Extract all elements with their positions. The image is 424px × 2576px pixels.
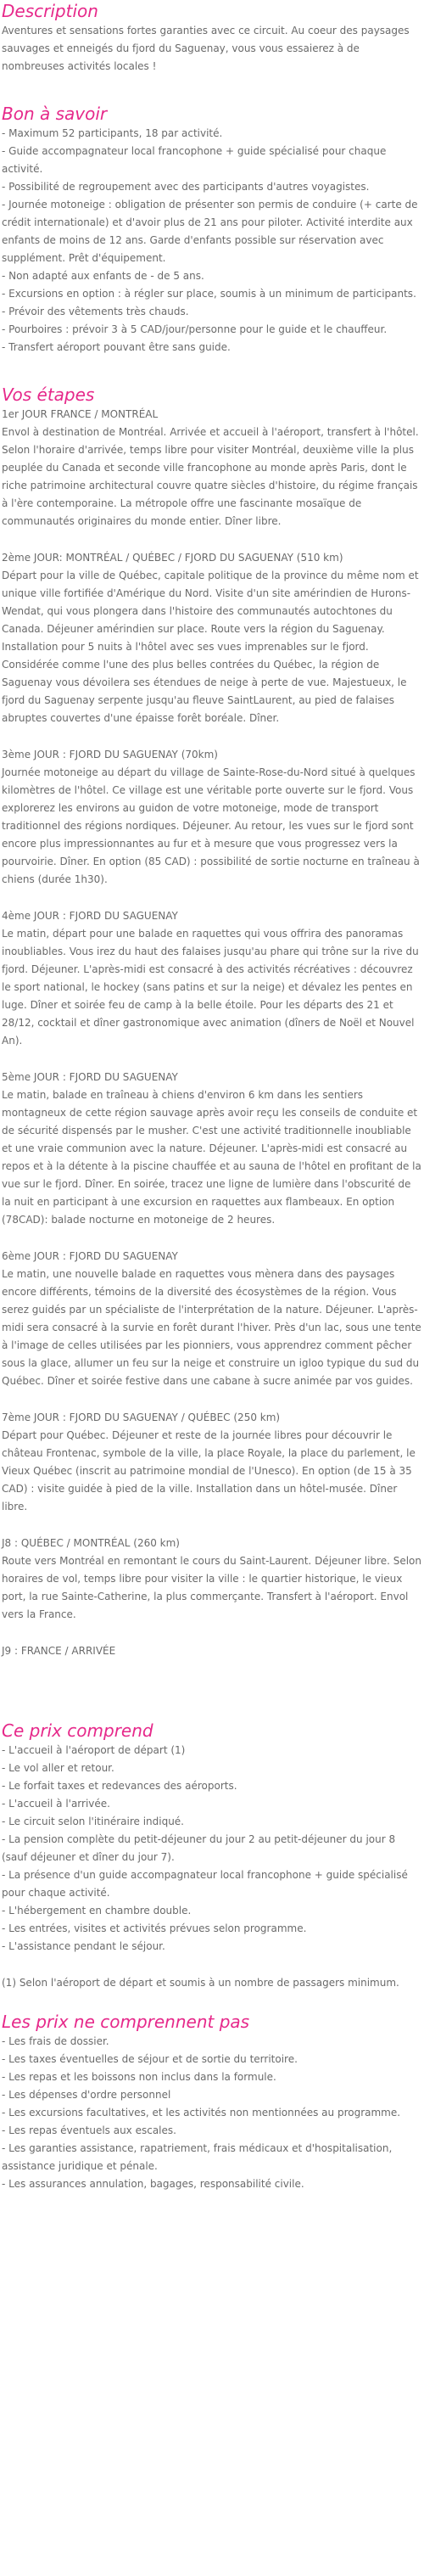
list-item: - Les frais de dossier. bbox=[2, 2035, 109, 2047]
day-text: Le matin, balade en traîneau à chiens d'environ 6 km dans les sentiers montagneux de cette région sauvage après avoir reçu les conseils de conduite et de sécurité dispensés par le musher. C'est une activité traditionnelle inoubliable et une vraie communion avec la nature. Déjeuner. L'après-midi est consacré au repos et à la détente à la piscine chauffée et au sauna de l'hôtel en profitant de la vue sur le fjord. Dîner. En soirée, tracez une ligne de lumière dans l'obscurité de la nuit en participant à une excursion en raquettes aux flambeaux. En option (78CAD): balade nocturne en motoneige de 2 heures. bbox=[2, 1089, 421, 1226]
day-heading: 4ème JOUR : FJORD DU SAGUENAY bbox=[2, 910, 178, 922]
list-item: - L'accueil à l'aéroport de départ (1) bbox=[2, 1744, 186, 1756]
bon-a-savoir-list bbox=[2, 125, 422, 356]
day-heading: 2ème JOUR: MONTRÉAL / QUÉBEC / FJORD DU SAGUENAY (510 km) bbox=[2, 552, 343, 564]
bon-a-savoir-title: Bon à savoir bbox=[2, 104, 108, 124]
bon-a-savoir-section bbox=[2, 103, 422, 356]
day-block bbox=[2, 1069, 422, 1229]
list-item: - Les entrées, visites et activités prévues selon programme. bbox=[2, 1922, 307, 1934]
list-item: - Transfert aéroport pouvant être sans guide. bbox=[2, 341, 231, 353]
list-item: - L'hébergement en chambre double. bbox=[2, 1905, 192, 1917]
list-item: - La pension complète du petit-déjeuner du jour 2 au petit-déjeuner du jour 8 (sauf déjeuner et dîner du jour 7). bbox=[2, 1833, 396, 1863]
list-item: - Prévoir des vêtements très chauds. bbox=[2, 306, 189, 317]
day-text: Départ pour Québec. Déjeuner et reste de la journée libres pour découvrir le château Frontenac, symbole de la ville, la place Royale, la place du parlement, le Vieux Québec (inscrit au patrimoine mondial de l'Unesco). En option (de 15 à 35 CAD) : visite guidée à pied de la ville. Installation dans un hôtel-musée. Dîner libre. bbox=[2, 1429, 416, 1512]
list-item: - Les assurances annulation, bagages, responsabilité civile. bbox=[2, 2178, 304, 2190]
day-block bbox=[2, 406, 422, 530]
day-text: Envol à destination de Montréal. Arrivée et accueil à l'aéroport, transfert à l'hôtel. Selon l'horaire d'arrivée, temps libre pour visiter Montréal, deuxième ville la plus peuplée du Canada et seconde ville francophone au monde après Paris, dont le riche patrimoine architectural couvre quatre siècles d'histoire, du régime français à l'ère contemporaine. La métropole offre une fascinante mosaïque de communautés originaires du monde entier. Dîner libre. bbox=[2, 426, 419, 527]
day-block bbox=[2, 549, 422, 727]
list-item: - La présence d'un guide accompagnateur local francophone + guide spécialisé pour chaque activité. bbox=[2, 1869, 408, 1899]
day-text: Route vers Montréal en remontant le cours du Saint-Laurent. Déjeuner libre. Selon horaires de vol, temps libre pour visiter la ville : le quartier historique, le vieux port, la rue Sainte-Catherine, la plus commerçante. Transfert à l'aéroport. Envol vers la France. bbox=[2, 1555, 421, 1620]
day-heading: 3ème JOUR : FJORD DU SAGUENAY (70km) bbox=[2, 749, 218, 760]
list-item: - Pourboires : prévoir 3 à 5 CAD/jour/personne pour le guide et le chauffeur. bbox=[2, 323, 388, 335]
list-item: - Le circuit selon l'itinéraire indiqué. bbox=[2, 1816, 184, 1827]
list-item: - Maximum 52 participants, 18 par activité. bbox=[2, 127, 223, 139]
list-item: - Possibilité de regroupement avec des participants d'autres voyagistes. bbox=[2, 181, 370, 193]
list-item: - Les taxes éventuelles de séjour et de sortie du territoire. bbox=[2, 2053, 298, 2065]
prix-comprend-title: Ce prix comprend bbox=[2, 1720, 153, 1741]
prix-exclut-section bbox=[2, 2011, 422, 2193]
list-item: - Les garanties assistance, rapatriement, frais médicaux et d'hospitalisation, assistance juridique et pénale. bbox=[2, 2142, 393, 2172]
day-block bbox=[2, 1409, 422, 1516]
list-item: - Journée motoneige : obligation de présenter son permis de conduire (+ carte de crédit internationale) et d'avoir plus de 21 ans pour piloter. Activité interdite aux enfants de moins de 12 ans. Garde d'enfants possible sur réservation avec supplément. Prêt d'équipement. bbox=[2, 199, 418, 264]
day-text: Journée motoneige au départ du village de Sainte-Rose-du-Nord situé à quelques kilomètres de l'hôtel. Ce village est une véritable porte ouverte sur le fjord. Vous explorerez les environs au guidon de votre motoneige, mode de transport traditionnel des régions nordiques. Déjeuner. Au retour, les vues sur le fjord sont encore plus impressionnantes au fur et à mesure que vous progressez vers la pourvoirie. Dîner. En option (85 CAD) : possibilité de sortie nocturne en traîneau à chiens (durée 1h30). bbox=[2, 766, 420, 885]
prix-comprend-list bbox=[2, 1742, 422, 1956]
list-item: - L'assistance pendant le séjour. bbox=[2, 1940, 165, 1952]
day-heading: J8 : QUÉBEC / MONTRÉAL (260 km) bbox=[2, 1537, 180, 1549]
list-item: - Les repas et les boissons non inclus dans la formule. bbox=[2, 2071, 276, 2083]
prix-comprend-section bbox=[2, 1720, 422, 1992]
list-item: - Le vol aller et retour. bbox=[2, 1762, 114, 1774]
prix-exclut-list bbox=[2, 2033, 422, 2193]
prix-exclut-title: Les prix ne comprennent pas bbox=[2, 2012, 250, 2032]
list-item: - Les dépenses d'ordre personnel bbox=[2, 2089, 171, 2101]
list-item: - Les excursions facultatives, et les activités non mentionnées au programme. bbox=[2, 2107, 401, 2119]
list-item: - Les repas éventuels aux escales. bbox=[2, 2124, 176, 2136]
day-block bbox=[2, 907, 422, 1050]
description-title: Description bbox=[2, 1, 98, 21]
day-text: Le matin, une nouvelle balade en raquettes vous mènera dans des paysages encore différents, témoins de la diversité des écosystèmes de la région. Vous serez guidés par un spécialiste de l'interprétation de la nature. Déjeuner. L'après-midi sera consacré à la survie en forêt durant l'hiver. Près d'un lac, sous une tente à l'image de celles utilisées par les pionniers, vous apprendrez comment pêcher sous la glace, allumer un feu sur la neige et construire un igloo typique du sud du Québec. Dîner et soirée festive dans une cabane à sucre animée par vos guides. bbox=[2, 1268, 421, 1387]
day-block bbox=[2, 1642, 422, 1660]
list-item: - L'accueil à l'arrivée. bbox=[2, 1798, 110, 1810]
list-item: - Non adapté aux enfants de - de 5 ans. bbox=[2, 270, 204, 282]
day-block bbox=[2, 1535, 422, 1624]
list-item: - Excursions en option : à régler sur place, soumis à un minimum de participants. bbox=[2, 288, 416, 300]
description-text: Aventures et sensations fortes garanties avec ce circuit. Au coeur des paysages sauvages et enneigés du fjord du Saguenay, vous vous essaierez à de nombreuses activités locales ! bbox=[2, 25, 410, 72]
day-heading: 6ème JOUR : FJORD DU SAGUENAY bbox=[2, 1250, 178, 1262]
prix-comprend-note: (1) Selon l'aéroport de départ et soumis à un nombre de passagers minimum. bbox=[2, 1977, 399, 1989]
day-heading: J9 : FRANCE / ARRIVÉE bbox=[2, 1645, 116, 1657]
list-item: - Guide accompagnateur local francophone + guide spécialisé pour chaque activité. bbox=[2, 145, 387, 175]
list-item: - Le forfait taxes et redevances des aéroports. bbox=[2, 1780, 237, 1792]
etapes-section bbox=[2, 384, 422, 1660]
day-heading: 5ème JOUR : FJORD DU SAGUENAY bbox=[2, 1071, 178, 1083]
day-block bbox=[2, 1248, 422, 1390]
day-heading: 1er JOUR FRANCE / MONTRÉAL bbox=[2, 408, 159, 420]
day-text: Départ pour la ville de Québec, capitale politique de la province du même nom et unique ville fortifiée d'Amérique du Nord. Visite d'un site amérindien de Hurons-Wendat, qui vous plongera dans l'histoire des communautés autochtones du Canada. Déjeuner amérindien sur place. Route vers la région du Saguenay. Installation pour 5 nuits à l'hôtel avec ses vues imprenables sur le fjord. Considérée comme l'une des plus belles contrées du Québec, la région de Saguenay vous dévoilera ses étendues de neige à perte de vue. Majestueux, le fjord du Saguenay serpente jusqu'au fleuve SaintLaurent, au pied de falaises abruptes couvertes d'une épaisse forêt boréale. Dîner. bbox=[2, 570, 419, 724]
description-section bbox=[2, 0, 422, 76]
day-heading: 7ème JOUR : FJORD DU SAGUENAY / QUÉBEC (250 km) bbox=[2, 1411, 281, 1423]
day-block bbox=[2, 746, 422, 889]
day-text: Le matin, départ pour une balade en raquettes qui vous offrira des panoramas inoubliables. Vous irez du haut des falaises jusqu'au phare qui trône sur la rive du fjord. Déjeuner. L'après-midi est consacré à des activités récréatives : découvrez le sport national, le hockey (sans patins et sur la neige) et dévalez les pentes en luge. Dîner et soirée feu de camp à la belle étoile. Pour les départs des 21 et 28/12, cocktail et dîner gastronomique avec animation (dîners de Noël et Nouvel An). bbox=[2, 928, 419, 1047]
etapes-title: Vos étapes bbox=[2, 384, 95, 405]
